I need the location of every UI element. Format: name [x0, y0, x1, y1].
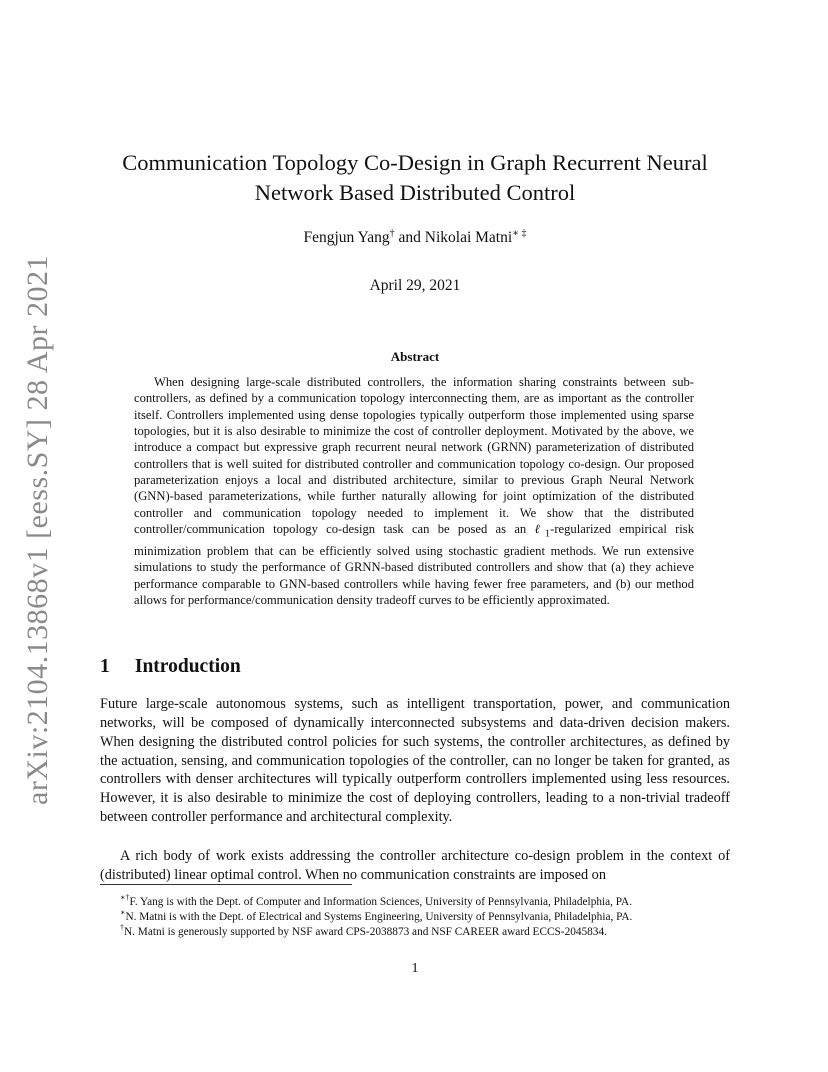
author-2-mark: ∗ ‡ — [512, 228, 527, 239]
section-title: Introduction — [134, 656, 241, 677]
abstract-text-part-2: -regularized empirical risk minimization problem that can be efficiently solved using stochastic gradient methods. We run extensive simulations to study the performance of GRNN-based distributed controllers and show that (a) they achieve performance comparable to GNN-based controllers while having fewer free parameters, and (b) our method allows for performance/communication density tradeoff curves to be efficiently approximated. — [134, 522, 694, 607]
page-number: 1 — [411, 961, 419, 976]
section-heading-introduction — [100, 656, 730, 678]
footnote-3-mark: † — [120, 923, 124, 932]
title-line-1: Communication Topology Co-Design in Graph Recurrent Neural — [122, 150, 708, 175]
ell-symbol: ℓ — [534, 522, 545, 537]
author-list — [100, 228, 730, 247]
paper-date: April 29, 2021 — [369, 277, 461, 294]
footnote-divider — [100, 884, 352, 885]
footnote-2-mark: ∗ — [120, 908, 126, 917]
arxiv-identifier: arXiv:2104.13868v1 [eess.SY] 28 Apr 2021 — [21, 255, 55, 805]
section-number: 1 — [100, 656, 110, 677]
footnote-1-mark: ∗† — [120, 893, 130, 902]
author-1-mark: † — [389, 228, 395, 239]
intro-paragraph-1: Future large-scale autonomous systems, such as intelligent transportation, power, and communication networks, will be composed of dynamically interconnected subsystems and data-driven decision makers. When designing the distributed control policies for such systems, the controller architectures, as defined by the actuation, sensing, and communication topologies of the controller, can no longer be taken for granted, as controllers with denser architectures will typically outperform controllers implemented using less resources. However, it is also desirable to minimize the cost of deploying controllers, leading to a non-trivial tradeoff between controller performance and architectural complexity. — [100, 696, 730, 826]
ell-subscript: 1 — [544, 528, 551, 540]
paper-title — [100, 148, 730, 208]
arxiv-sidebar — [16, 255, 60, 805]
abstract-heading: Abstract — [390, 349, 440, 364]
authors-and: and — [398, 229, 421, 247]
abstract-text — [134, 374, 694, 608]
intro-paragraph-2: A rich body of work exists addressing the controller architecture co-design problem in the context of (distributed) linear optimal control. When no communication constraints are imposed on — [100, 848, 730, 883]
footnote-2-text: N. Matni is with the Dept. of Electrical and Systems Engineering, University of Pennsylvania, Philadelphia, PA. — [125, 910, 633, 923]
footnote-3 — [100, 921, 730, 939]
footnote-3-text: N. Matni is generously supported by NSF award CPS-2038873 and NSF CAREER award ECCS-2045834. — [124, 925, 607, 938]
author-1: Fengjun Yang — [303, 229, 390, 247]
footnote-1-text: F. Yang is with the Dept. of Computer and Information Sciences, University of Pennsylvania, Philadelphia, PA. — [129, 895, 633, 908]
author-2: Nikolai Matni — [424, 229, 513, 247]
abstract-text-part-1: When designing large-scale distributed controllers, the information sharing constraints between sub-controllers, as defined by a communication topology interconnecting them, are as important as the controller itself. Controllers implemented using dense topologies typically outperform those implemented using sparse topologies, but it is also desirable to minimize the cost of controller deployment. Motivated by the above, we introduce a compact but expressive graph recurrent neural network (GRNN) parameterization of distributed controllers that is well suited for distributed controller and communication topology co-design. Our proposed parameterization enjoys a local and distributed architecture, similar to previous Graph Neural Network (GNN)-based parameterizations, while further naturally allowing for joint optimization of the distributed controller and communication topology needed to implement it. We show that the distributed controller/communication topology co-design task can be posed as an — [134, 375, 694, 537]
title-line-2: Network Based Distributed Control — [254, 180, 576, 205]
